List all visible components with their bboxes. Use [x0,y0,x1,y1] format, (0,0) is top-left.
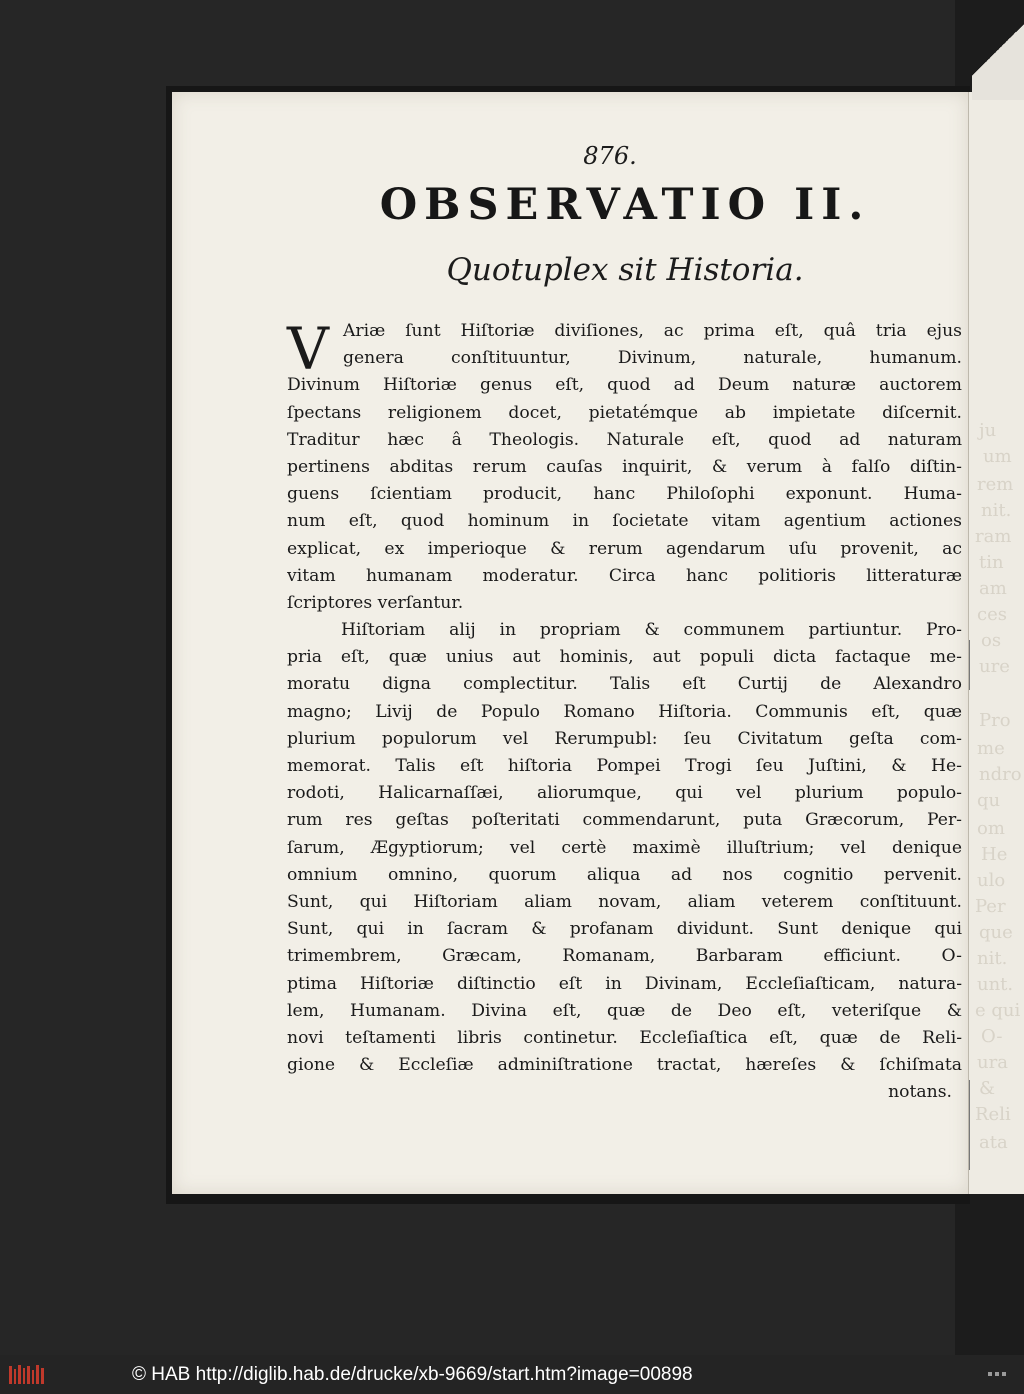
text-line: rodoti, Halicarnaſſæi, aliorumque, qui vel plurium populo- [287,783,962,804]
text-line: genera conſtituuntur, Divinum, naturale, humanum. [343,348,962,369]
gutter-mark [969,640,970,690]
text-line: Hiſtoriam alij in propriam & communem partiuntur. Pro- [341,620,962,641]
catchword: notans. [888,1082,952,1103]
drop-cap: V [287,315,329,383]
text-line: magno; Livij de Populo Romano Hiſtoria. Communis eſt, quæ [287,701,962,722]
text-line: Sunt, qui Hiſtoriam aliam novam, aliam veterem conſtituunt. [287,891,962,912]
text-line: moratu digna complectitur. Talis eſt Curtij de Alexandro [287,674,962,695]
text-line: novi teſtamenti libris continetur. Eccleſiaſtica eſt, quæ de Reli- [287,1027,962,1048]
text-line: explicat, ex imperioque & rerum agendarum uſu provenit, ac [287,538,962,559]
text-line: guens ſcientiam producit, hanc Philoſophi exponunt. Huma- [287,484,962,505]
text-line: lem, Humanam. Divina eſt, quæ de Deo eſt, veteriſque & [287,1000,962,1021]
text-line: Sunt, qui in ſacram & profanam dividunt. Sunt denique qui [287,919,962,940]
page-fold-corner [972,0,1024,100]
hab-logo-icon [8,1363,46,1387]
text-line: Traditur hæc â Theologis. Naturale eſt, quod ad naturam [287,429,962,450]
text-line: num eſt, quod hominum in ſocietate vitam agentium actiones [287,511,962,532]
more-dots-icon [988,1372,1008,1377]
text-line: memorat. Talis eſt hiſtoria Pompei Trogi ſeu Juſtini, & He- [287,756,962,776]
text-line: Ariæ ſunt Hiſtoriæ diviſiones, ac prima eſt, quâ tria ejus [343,321,962,341]
text-line: gione & Eccleſiæ adminiſtratione tractat, hæreſes & ſchiſmata [287,1055,962,1076]
text-line: vitam humanam moderatur. Circa hanc politioris litteraturæ [287,565,962,586]
text-line: Divinum Hiſtoriæ genus eſt, quod ad Deum naturæ auctorem [287,375,962,396]
text-line: omnium omnino, quorum aliqua ad nos cognitio pervenit. [287,864,962,885]
text-line: ptima Hiſtoriæ diſtinctio eſt in Divinam, Eccleſiaſticam, natura- [287,973,962,994]
text-line: ſpectans religionem docet, pietatémque ab impietate diſcernit. [287,402,962,423]
text-line: pria eſt, quæ unius aut hominis, aut populi dicta factaque me- [287,647,962,668]
text-line: pertinens abditas rerum cauſas inquirit, & verum à falſo diſtin- [287,456,962,477]
facing-page-edge: ju um rem nit. ram tin am ces os ure Pro me ndro qu om He ulo Per que nit. unt. e qui O- ura & Reli ata [968,92,1024,1194]
chapter-subheading: Quotuplex sit Historia. [446,252,804,288]
gutter-mark [969,1080,970,1170]
text-line: rum res geſtas poſteritati commendarunt, puta Græcorum, Per- [287,810,962,831]
text-line: ſarum, Ægyptiorum; vel certè maximè illuſtrium; vel denique [287,837,962,858]
text-line: ſcriptores verſantur. [287,592,464,613]
chapter-heading: OBSERVATIO II. [379,180,871,230]
copyright-url: © HAB http://diglib.hab.de/drucke/xb-9669/start.htm?image=00898 [132,1364,693,1385]
body-text [287,315,962,1106]
text-line: plurium populorum vel Rerumpubl: ſeu Civitatum geſta com- [287,728,962,749]
text-line: trimembrem, Græcam, Romanam, Barbaram efficiunt. O- [287,946,962,967]
page-number: 876. [583,142,637,170]
footer-bar [0,1355,1024,1394]
